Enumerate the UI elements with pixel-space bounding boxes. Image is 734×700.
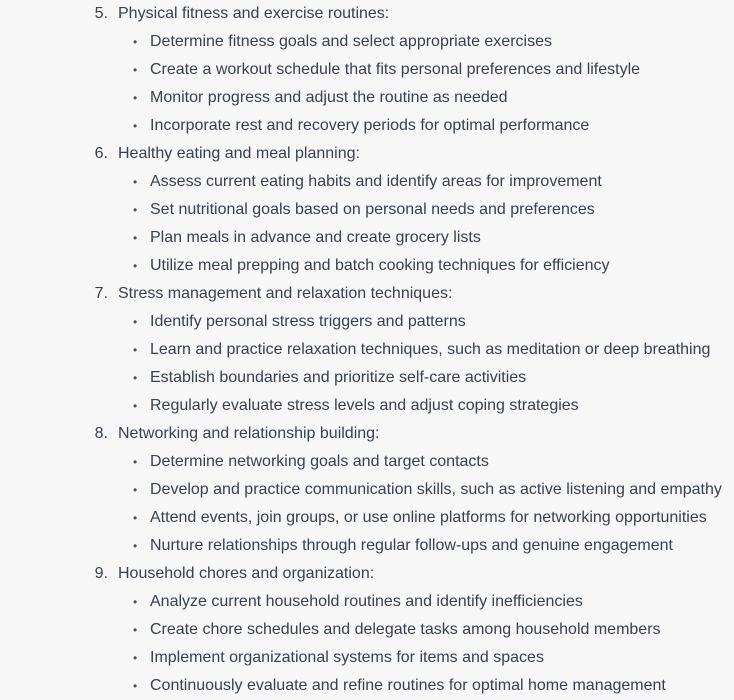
list-item xyxy=(0,504,734,532)
bullet-list xyxy=(0,308,734,420)
bullet-list xyxy=(0,28,734,140)
bullet-icon: • xyxy=(133,231,138,245)
list-section xyxy=(0,560,734,700)
list-item-text: Attend events, join groups, or use online platforms for networking opportunities xyxy=(150,509,707,526)
section-number: 6. xyxy=(94,145,108,162)
bullet-icon: • xyxy=(133,119,138,133)
section-number: 5. xyxy=(94,5,108,22)
list-item-text: Plan meals in advance and create grocery lists xyxy=(150,229,481,246)
list-item-text: Regularly evaluate stress levels and adjust coping strategies xyxy=(150,397,579,414)
list-section xyxy=(0,280,734,420)
list-item-text: Implement organizational systems for items and spaces xyxy=(150,649,544,666)
section-heading xyxy=(0,560,734,588)
list-item xyxy=(0,308,734,336)
list-item-text: Determine networking goals and target contacts xyxy=(150,453,489,470)
list-item xyxy=(0,196,734,224)
list-item xyxy=(0,56,734,84)
list-item xyxy=(0,168,734,196)
section-title: Physical fitness and exercise routines: xyxy=(118,5,390,22)
bullet-icon: • xyxy=(133,539,138,553)
list-item xyxy=(0,588,734,616)
list-item xyxy=(0,28,734,56)
list-item-text: Monitor progress and adjust the routine as needed xyxy=(150,89,508,106)
list-item-text: Set nutritional goals based on personal needs and preferences xyxy=(150,201,595,218)
list-item xyxy=(0,476,734,504)
list-item-text: Nurture relationships through regular follow-ups and genuine engagement xyxy=(150,537,673,554)
section-number: 9. xyxy=(94,565,108,582)
bullet-icon: • xyxy=(133,595,138,609)
list-item-text: Establish boundaries and prioritize self-care activities xyxy=(150,369,527,386)
list-item-text: Develop and practice communication skills, such as active listening and empathy xyxy=(150,481,722,498)
bullet-icon: • xyxy=(133,651,138,665)
list-item xyxy=(0,672,734,700)
bullet-icon: • xyxy=(133,679,138,693)
section-heading xyxy=(0,140,734,168)
list-item-text: Create chore schedules and delegate tasks among household members xyxy=(150,621,661,638)
bullet-list xyxy=(0,168,734,280)
bullet-icon: • xyxy=(133,175,138,189)
list-item xyxy=(0,644,734,672)
list-item xyxy=(0,616,734,644)
list-item-text: Incorporate rest and recovery periods for optimal performance xyxy=(150,117,590,134)
list-item-text: Learn and practice relaxation techniques, such as meditation or deep breathing xyxy=(150,341,711,358)
bullet-icon: • xyxy=(133,371,138,385)
section-number: 8. xyxy=(94,425,108,442)
list-item-text: Assess current eating habits and identify areas for improvement xyxy=(150,173,602,190)
bullet-icon: • xyxy=(133,399,138,413)
list-item-text: Create a workout schedule that fits personal preferences and lifestyle xyxy=(150,61,641,78)
list-item-text: Determine fitness goals and select appropriate exercises xyxy=(150,33,552,50)
list-item xyxy=(0,448,734,476)
section-number: 7. xyxy=(94,285,108,302)
section-heading xyxy=(0,420,734,448)
list-item-text: Analyze current household routines and identify inefficiencies xyxy=(150,593,583,610)
section-title: Networking and relationship building: xyxy=(118,425,380,442)
list-item xyxy=(0,336,734,364)
section-title: Healthy eating and meal planning: xyxy=(118,145,360,162)
bullet-icon: • xyxy=(133,455,138,469)
bullet-icon: • xyxy=(133,35,138,49)
list-item xyxy=(0,112,734,140)
section-title: Stress management and relaxation techniques: xyxy=(118,285,453,302)
list-item-text: Continuously evaluate and refine routines for optimal home management xyxy=(150,677,666,694)
list-item xyxy=(0,392,734,420)
bullet-icon: • xyxy=(133,343,138,357)
bullet-icon: • xyxy=(133,63,138,77)
section-heading xyxy=(0,280,734,308)
bullet-icon: • xyxy=(133,203,138,217)
bullet-icon: • xyxy=(133,483,138,497)
list-item xyxy=(0,252,734,280)
bullet-icon: • xyxy=(133,259,138,273)
list-item xyxy=(0,224,734,252)
list-item xyxy=(0,84,734,112)
section-heading xyxy=(0,0,734,28)
list-section xyxy=(0,420,734,560)
section-title: Household chores and organization: xyxy=(118,565,375,582)
bullet-icon: • xyxy=(133,91,138,105)
list-section xyxy=(0,0,734,140)
bullet-icon: • xyxy=(133,623,138,637)
list-item-text: Utilize meal prepping and batch cooking techniques for efficiency xyxy=(150,257,610,274)
bullet-list xyxy=(0,588,734,700)
list-item xyxy=(0,364,734,392)
bullet-icon: • xyxy=(133,315,138,329)
list-item-text: Identify personal stress triggers and patterns xyxy=(150,313,466,330)
bullet-icon: • xyxy=(133,511,138,525)
list-item xyxy=(0,532,734,560)
bullet-list xyxy=(0,448,734,560)
list-section xyxy=(0,140,734,280)
